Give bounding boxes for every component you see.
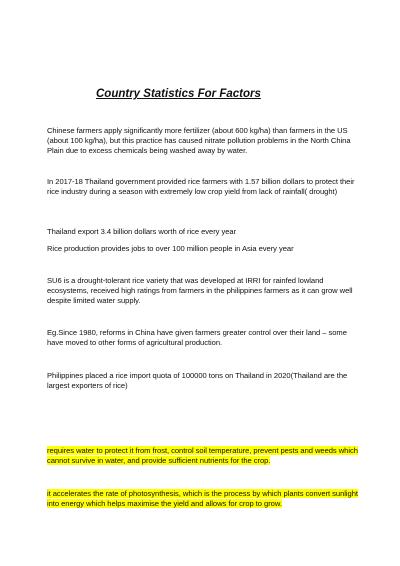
highlighted-paragraph-photosynthesis <box>47 489 359 509</box>
paragraph-philippines-quota: Philippines placed a rice import quota of 100000 tons on Thailand in 2020(Thailand are the largest exporters of rice) <box>47 371 348 390</box>
paragraph-fertilizer: Chinese farmers apply significantly more fertilizer (about 600 kg/ha) than farmers in the US (about 100 kg/ha), but this practice has caused nitrate pollution problems in the North China Plain due to excess chemicals being washed away by water. <box>47 126 351 155</box>
document-title: Country Statistics For Factors <box>96 88 261 100</box>
paragraph-thailand-drought-aid: In 2017-18 Thailand government provided rice farmers with 1.57 billion dollars to protect their rice industry during a season with extremely low crop yield from lack of rainfall( drought) <box>47 177 355 196</box>
paragraph-asia-jobs: Rice production provides jobs to over 100 million people in Asia every year <box>47 244 294 253</box>
paragraph-thailand-export: Thailand export 3.4 billion dollars worth of rice every year <box>47 227 237 236</box>
highlight-water: requires water to protect it from frost, control soil temperature, prevent pests and weeds which cannot survive in water, and provide sufficient nutrients for the crop. <box>47 446 358 465</box>
paragraph-china-reforms: Eg.Since 1980, reforms in China have given farmers greater control over their land – some have moved to other forms of agricultural production. <box>47 328 347 347</box>
highlighted-paragraph-water <box>47 446 359 466</box>
highlight-photosynthesis: it accelerates the rate of photosynthesis, which is the process by which plants convert sunlight into energy which helps maximise the yield and allows for crop to grow. <box>47 489 358 508</box>
paragraph-su6-variety: SU6 is a drought-tolerant rice variety that was developed at IRRI for rainfed lowland ecosystems, received high ratings from farmers in the philippines farmers as it can grow well despite limited water supply. <box>47 276 353 305</box>
